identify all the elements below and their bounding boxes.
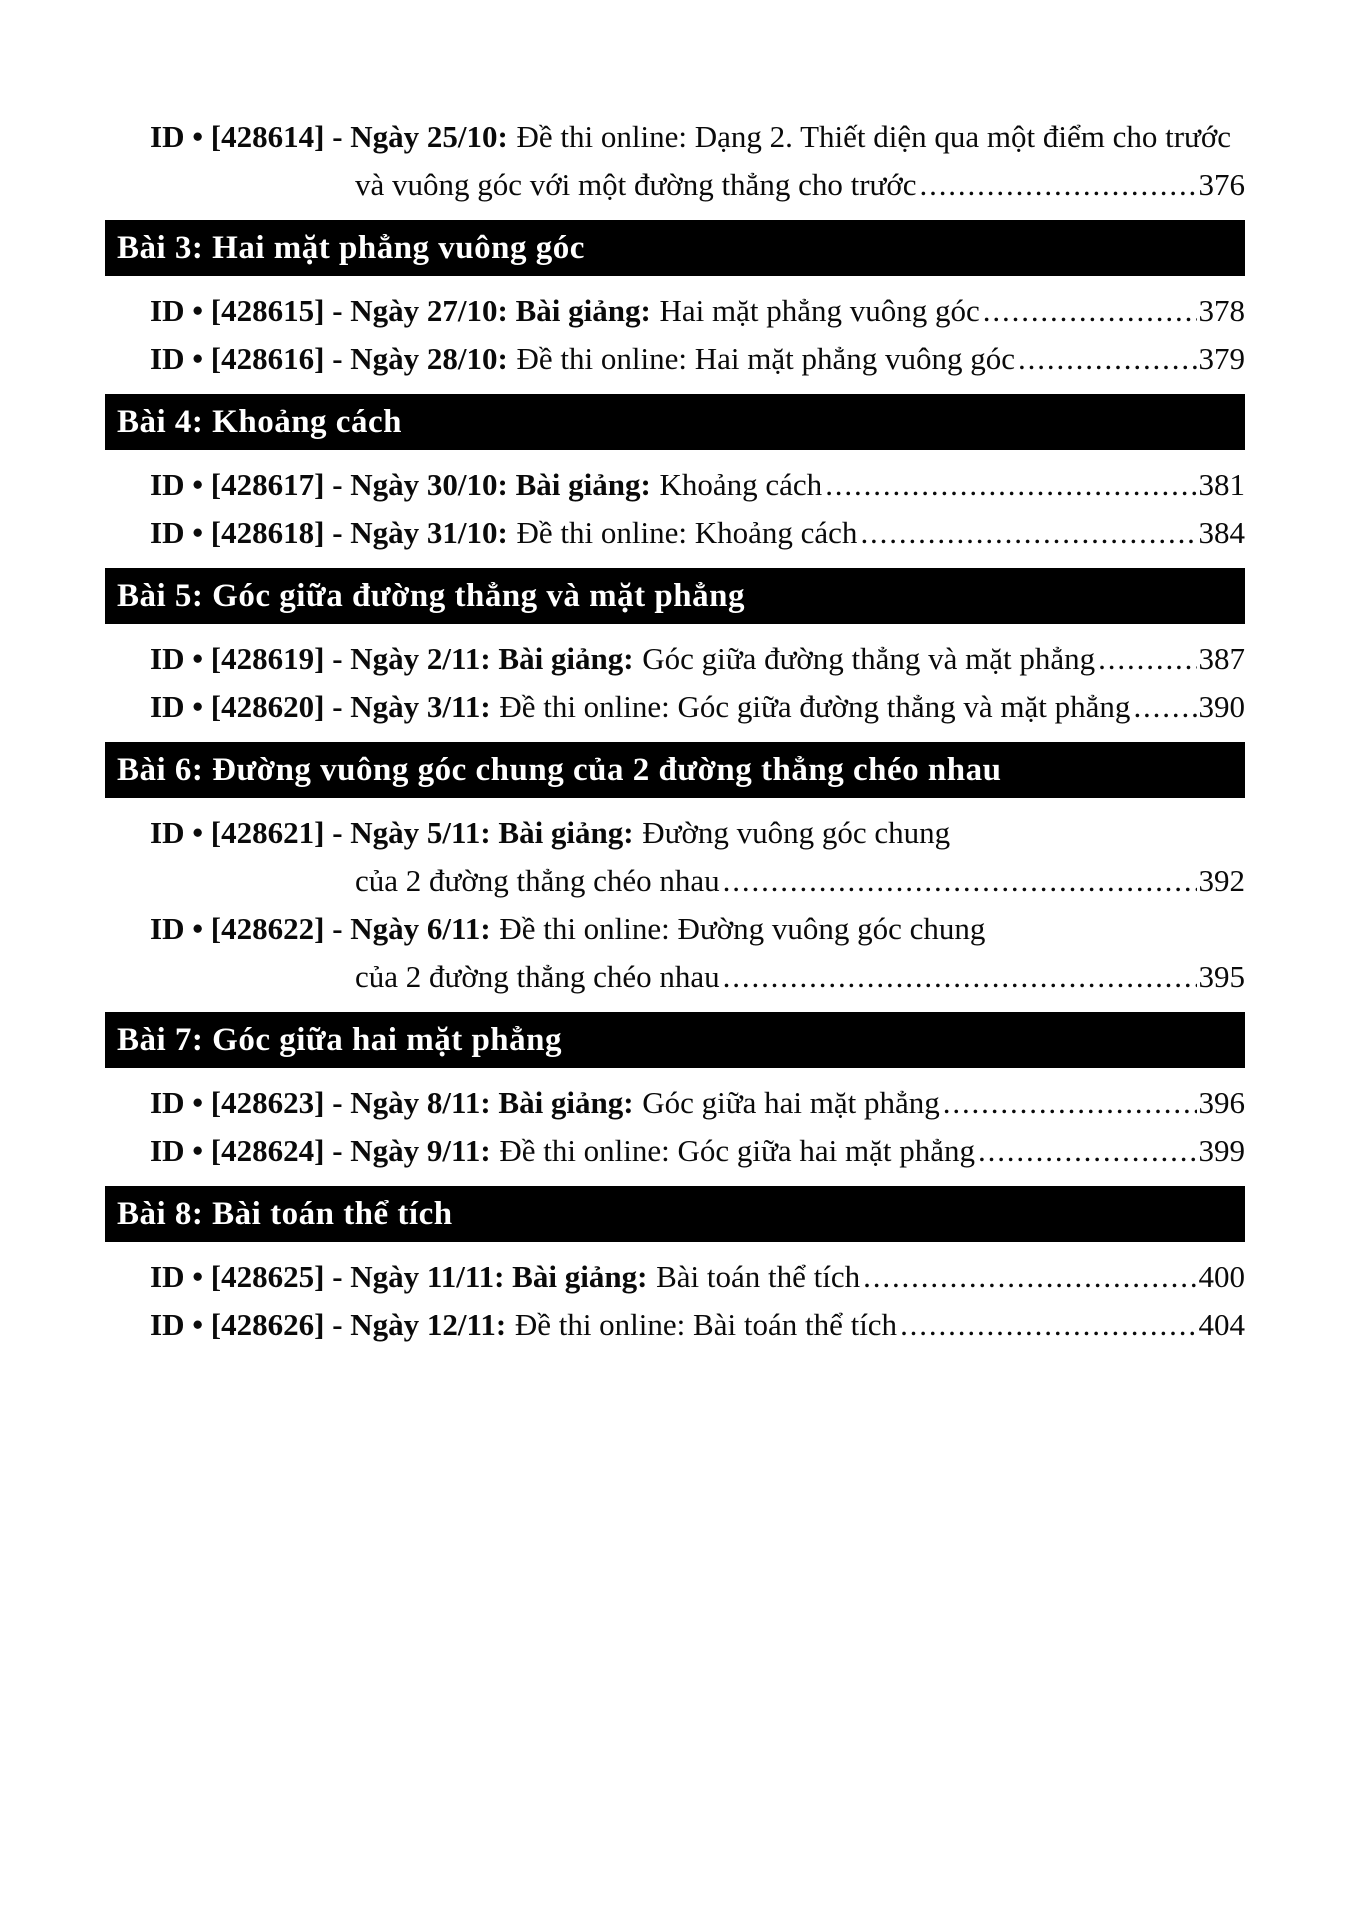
leader-dots <box>723 956 1197 998</box>
toc-entry <box>105 1256 1245 1298</box>
page-number: 376 <box>1198 167 1245 202</box>
entry-prefix: ID • [428625] - Ngày 11/11: Bài giảng: <box>150 1259 648 1294</box>
leader-dots <box>1018 338 1196 380</box>
entry-title: Hai mặt phẳng vuông góc <box>659 293 980 328</box>
toc-entry <box>105 116 1245 158</box>
toc-entry <box>105 464 1245 506</box>
entry-prefix: ID • [428616] - Ngày 28/10: <box>150 341 508 376</box>
leader-dots <box>1133 686 1196 728</box>
toc-entry <box>105 338 1245 380</box>
leader-dots <box>825 464 1196 506</box>
toc-entry <box>105 512 1245 554</box>
leader-dots <box>723 860 1197 902</box>
section-header-bar: Bài 5: Góc giữa đường thẳng và mặt phẳng <box>105 568 1245 624</box>
entry-title: Đề thi online: Dạng 2. Thiết diện qua một điểm cho trước <box>516 119 1231 154</box>
section-header-bar: Bài 4: Khoảng cách <box>105 394 1245 450</box>
toc-entry <box>105 290 1245 332</box>
page-number: 400 <box>1198 1259 1245 1294</box>
page-number: 404 <box>1198 1307 1245 1342</box>
page-number: 387 <box>1198 641 1245 676</box>
entry-title: Góc giữa đường thẳng và mặt phẳng <box>642 641 1096 676</box>
entry-prefix: ID • [428624] - Ngày 9/11: <box>150 1133 491 1168</box>
toc-entry <box>105 1304 1245 1346</box>
leader-dots <box>1098 638 1196 680</box>
toc-entry-continuation <box>105 860 1245 902</box>
page-number: 379 <box>1198 341 1245 376</box>
toc-entry <box>105 638 1245 680</box>
entry-title: Đường vuông góc chung <box>642 815 951 850</box>
page-number: 395 <box>1198 959 1245 994</box>
entry-title: Khoảng cách <box>659 467 823 502</box>
entry-prefix: ID • [428615] - Ngày 27/10: Bài giảng: <box>150 293 651 328</box>
entry-prefix: ID • [428621] - Ngày 5/11: Bài giảng: <box>150 815 634 850</box>
page-number: 390 <box>1198 689 1245 724</box>
page-number: 392 <box>1198 863 1245 898</box>
entry-prefix: ID • [428626] - Ngày 12/11: <box>150 1307 507 1342</box>
section-header-bar: Bài 7: Góc giữa hai mặt phẳng <box>105 1012 1245 1068</box>
section-header-bar: Bài 6: Đường vuông góc chung của 2 đường thẳng chéo nhau <box>105 742 1245 798</box>
page-number: 396 <box>1198 1085 1245 1120</box>
page-number: 384 <box>1198 515 1245 550</box>
toc-entry <box>105 908 1245 950</box>
section-header-bar: Bài 8: Bài toán thể tích <box>105 1186 1245 1242</box>
leader-dots <box>860 512 1196 554</box>
entry-prefix: ID • [428620] - Ngày 3/11: <box>150 689 491 724</box>
toc-entry <box>105 686 1245 728</box>
leader-dots <box>863 1256 1196 1298</box>
entry-title: Góc giữa hai mặt phẳng <box>642 1085 940 1120</box>
entry-prefix: ID • [428622] - Ngày 6/11: <box>150 911 491 946</box>
toc-entry <box>105 1082 1245 1124</box>
entry-title: Đề thi online: Đường vuông góc chung <box>499 911 986 946</box>
leader-dots <box>978 1130 1197 1172</box>
entry-title: Bài toán thể tích <box>656 1259 861 1294</box>
entry-title: Đề thi online: Hai mặt phẳng vuông góc <box>516 341 1016 376</box>
entry-prefix: ID • [428618] - Ngày 31/10: <box>150 515 508 550</box>
leader-dots <box>900 1304 1196 1346</box>
entry-title: Đề thi online: Bài toán thể tích <box>514 1307 898 1342</box>
entry-title: Đề thi online: Góc giữa hai mặt phẳng <box>499 1133 975 1168</box>
entry-title: Đề thi online: Góc giữa đường thẳng và mặt phẳng <box>499 689 1131 724</box>
leader-dots <box>983 290 1197 332</box>
toc-entry-continuation <box>105 956 1245 998</box>
leader-dots <box>943 1082 1197 1124</box>
entry-title: Đề thi online: Khoảng cách <box>516 515 858 550</box>
entry-prefix: ID • [428623] - Ngày 8/11: Bài giảng: <box>150 1085 634 1120</box>
page-number: 378 <box>1198 293 1245 328</box>
entry-prefix: ID • [428614] - Ngày 25/10: <box>150 119 508 154</box>
section-header-bar: Bài 3: Hai mặt phẳng vuông góc <box>105 220 1245 276</box>
toc-entry <box>105 812 1245 854</box>
page-number: 381 <box>1198 467 1245 502</box>
toc-entry <box>105 1130 1245 1172</box>
entry-continuation-text: của 2 đường thẳng chéo nhau <box>355 863 720 898</box>
leader-dots <box>919 164 1196 206</box>
entry-continuation-text: của 2 đường thẳng chéo nhau <box>355 959 720 994</box>
page-number: 399 <box>1198 1133 1245 1168</box>
toc-entry-continuation <box>105 164 1245 206</box>
entry-prefix: ID • [428617] - Ngày 30/10: Bài giảng: <box>150 467 651 502</box>
entry-continuation-text: và vuông góc với một đường thẳng cho trước <box>355 167 917 202</box>
entry-prefix: ID • [428619] - Ngày 2/11: Bài giảng: <box>150 641 634 676</box>
